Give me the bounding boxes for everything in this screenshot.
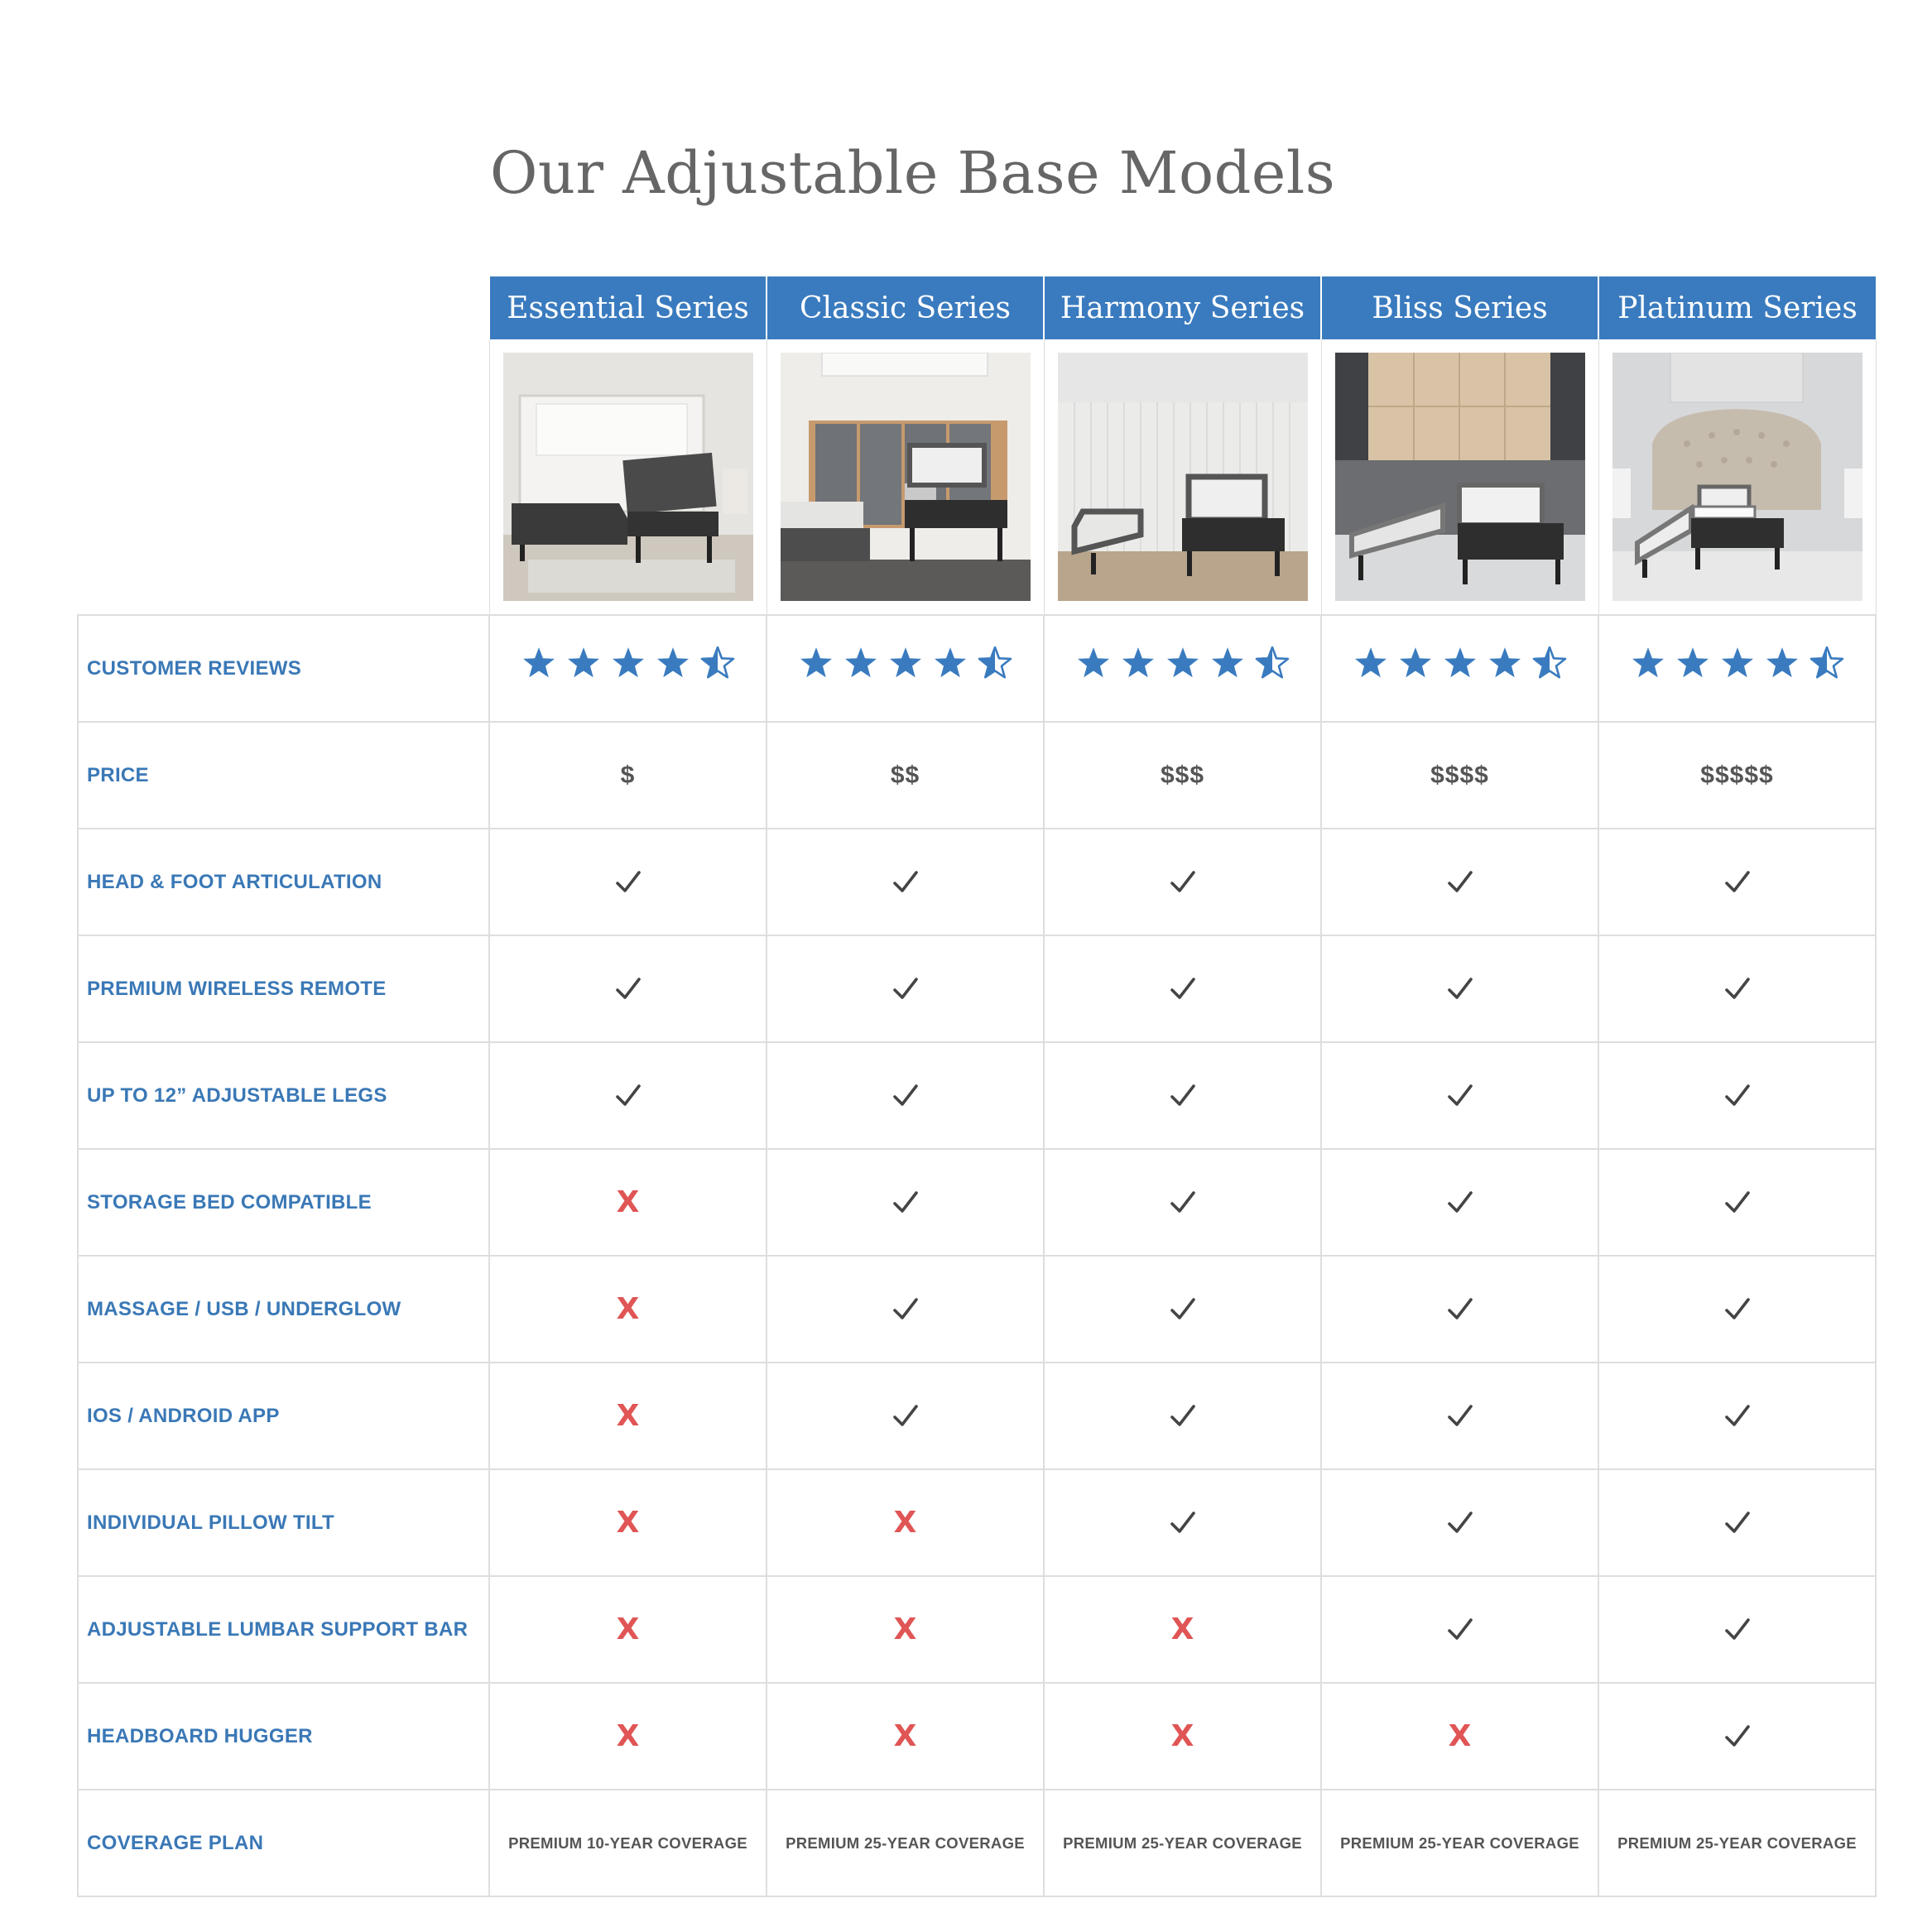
coverage-value: PREMIUM 25-YEAR COVERAGE [786, 1833, 1025, 1852]
model-header-classic: Classic Series [767, 276, 1044, 339]
star-rating [794, 646, 1017, 680]
coverage-cell [1598, 1790, 1876, 1896]
star-icon [1121, 646, 1156, 680]
feature-value-cell [767, 1576, 1044, 1683]
check-icon [1446, 1295, 1474, 1324]
x-icon: X [616, 1506, 640, 1540]
star-icon [933, 646, 968, 680]
price-value: $$$$ [1430, 761, 1489, 789]
coverage-value: PREMIUM 25-YEAR COVERAGE [1617, 1833, 1857, 1852]
price-value: $$ [890, 761, 920, 789]
check-icon [1723, 1723, 1752, 1751]
price-value: $$$ [1160, 761, 1205, 789]
image-cell [1321, 339, 1598, 615]
check-icon [1169, 1082, 1197, 1110]
rating-cell [1598, 615, 1876, 722]
star-rating [517, 646, 740, 680]
check-icon [1446, 1616, 1474, 1644]
check-icon [1723, 1616, 1752, 1644]
corner-cell [78, 276, 489, 339]
price-value: $$$$$ [1700, 761, 1774, 789]
check-icon [1169, 1402, 1197, 1430]
check-icon [614, 975, 642, 1003]
coverage-value: PREMIUM 10-YEAR COVERAGE [508, 1833, 747, 1852]
row-label-coverage-plan: COVERAGE PLAN [78, 1790, 489, 1896]
model-header-harmony: Harmony Series [1044, 276, 1321, 339]
feature-value-cell [1598, 1576, 1876, 1683]
feature-value-cell [1321, 829, 1598, 935]
rating-cell [1044, 615, 1321, 722]
row-label-customer-reviews: CUSTOMER REVIEWS [78, 615, 489, 722]
comparison-table [77, 276, 1877, 1897]
feature-row [78, 829, 1876, 935]
feature-row [78, 1576, 1876, 1683]
price-value: $ [620, 761, 636, 789]
feature-row [78, 1042, 1876, 1149]
star-icon [1765, 646, 1800, 680]
star-icon [566, 646, 601, 680]
feature-label: PREMIUM WIRELESS REMOTE [78, 935, 489, 1042]
feature-value-cell [1321, 1469, 1598, 1576]
feature-value-cell [767, 1256, 1044, 1362]
feature-value-cell [1321, 1683, 1598, 1790]
check-icon [1446, 1082, 1474, 1110]
feature-value-cell [489, 1149, 767, 1256]
image-cell [1044, 339, 1321, 615]
half-star-icon [978, 646, 1012, 680]
feature-value-cell [1321, 1576, 1598, 1683]
image-cell [489, 339, 767, 615]
feature-row [78, 1149, 1876, 1256]
x-icon: X [893, 1506, 917, 1540]
check-icon [1723, 1189, 1752, 1217]
star-icon [799, 646, 834, 680]
feature-label: HEADBOARD HUGGER [78, 1683, 489, 1790]
feature-value-cell [1044, 1042, 1321, 1149]
classic-series-bed-photo [781, 353, 1031, 601]
half-star-icon [1809, 646, 1844, 680]
x-icon: X [616, 1185, 640, 1219]
check-icon [1723, 1295, 1752, 1324]
check-icon [892, 1189, 920, 1217]
feature-value-cell [767, 1362, 1044, 1469]
rating-cell [767, 615, 1044, 722]
feature-value-cell [1598, 1256, 1876, 1362]
feature-value-cell [489, 1362, 767, 1469]
price-cell [489, 722, 767, 829]
feature-value-cell [489, 1576, 767, 1683]
star-icon [1675, 646, 1710, 680]
row-label-price: PRICE [78, 722, 489, 829]
price-cell [767, 722, 1044, 829]
image-cell [767, 339, 1044, 615]
star-icon [611, 646, 646, 680]
check-icon [892, 1082, 920, 1110]
price-cell [1321, 722, 1598, 829]
feature-value-cell [767, 1469, 1044, 1576]
feature-row [78, 935, 1876, 1042]
feature-row [78, 1256, 1876, 1362]
feature-value-cell [489, 1683, 767, 1790]
feature-value-cell [1044, 1256, 1321, 1362]
check-icon [1723, 1402, 1752, 1430]
image-cell [1598, 339, 1876, 615]
star-icon [1353, 646, 1388, 680]
coverage-value: PREMIUM 25-YEAR COVERAGE [1340, 1833, 1579, 1852]
feature-value-cell [1321, 1149, 1598, 1256]
feature-label: INDIVIDUAL PILLOW TILT [78, 1469, 489, 1576]
x-icon: X [616, 1612, 640, 1646]
check-icon [1169, 1295, 1197, 1324]
feature-value-cell [489, 935, 767, 1042]
check-icon [1446, 1509, 1474, 1537]
feature-label: ADJUSTABLE LUMBAR SUPPORT BAR [78, 1576, 489, 1683]
rating-cell [1321, 615, 1598, 722]
image-row [78, 339, 1876, 615]
feature-value-cell [489, 829, 767, 935]
coverage-row [78, 1790, 1876, 1896]
feature-label: STORAGE BED COMPATIBLE [78, 1149, 489, 1256]
star-icon [1165, 646, 1200, 680]
check-icon [1169, 1189, 1197, 1217]
star-rating [1626, 646, 1849, 680]
check-icon [1446, 1189, 1474, 1217]
feature-value-cell [1598, 1469, 1876, 1576]
feature-value-cell [1044, 1683, 1321, 1790]
corner-cell [78, 339, 489, 615]
feature-row [78, 1362, 1876, 1469]
price-cell [1598, 722, 1876, 829]
feature-value-cell [1321, 1256, 1598, 1362]
check-icon [1169, 1509, 1197, 1537]
check-icon [1723, 1509, 1752, 1537]
star-icon [1076, 646, 1111, 680]
star-rating [1348, 646, 1572, 680]
feature-value-cell [767, 1042, 1044, 1149]
feature-value-cell [1321, 1042, 1598, 1149]
star-icon [1443, 646, 1478, 680]
half-star-icon [1532, 646, 1567, 680]
coverage-cell [1044, 1790, 1321, 1896]
feature-value-cell [489, 1256, 767, 1362]
feature-value-cell [1044, 1149, 1321, 1256]
check-icon [892, 975, 920, 1003]
star-icon [1398, 646, 1433, 680]
check-icon [614, 1082, 642, 1110]
feature-row [78, 1683, 1876, 1790]
header-row [78, 276, 1876, 339]
star-icon [521, 646, 556, 680]
star-icon [843, 646, 878, 680]
check-icon [1446, 1402, 1474, 1430]
star-icon [888, 646, 923, 680]
feature-value-cell [1044, 935, 1321, 1042]
star-rating [1071, 646, 1295, 680]
feature-value-cell [1598, 1149, 1876, 1256]
feature-label: UP TO 12” ADJUSTABLE LEGS [78, 1042, 489, 1149]
x-icon: X [1170, 1612, 1194, 1646]
model-header-platinum: Platinum Series [1598, 276, 1876, 339]
feature-value-cell [1598, 829, 1876, 935]
coverage-value: PREMIUM 25-YEAR COVERAGE [1063, 1833, 1302, 1852]
coverage-cell [489, 1790, 767, 1896]
half-star-icon [700, 646, 735, 680]
check-icon [1446, 868, 1474, 896]
model-header-essential: Essential Series [489, 276, 767, 339]
price-row [78, 722, 1876, 829]
check-icon [1169, 975, 1197, 1003]
feature-value-cell [489, 1469, 767, 1576]
x-icon: X [893, 1719, 917, 1753]
feature-label: MASSAGE / USB / UNDERGLOW [78, 1256, 489, 1362]
bliss-series-bed-photo [1335, 353, 1585, 601]
feature-value-cell [767, 1683, 1044, 1790]
feature-value-cell [1044, 1362, 1321, 1469]
half-star-icon [1255, 646, 1290, 680]
check-icon [892, 868, 920, 896]
feature-value-cell [1598, 935, 1876, 1042]
feature-value-cell [1598, 1042, 1876, 1149]
check-icon [1446, 975, 1474, 1003]
check-icon [892, 1402, 920, 1430]
x-icon: X [1448, 1719, 1472, 1753]
star-icon [1631, 646, 1665, 680]
x-icon: X [616, 1719, 640, 1753]
feature-value-cell [767, 1149, 1044, 1256]
star-icon [656, 646, 690, 680]
harmony-series-bed-photo [1058, 353, 1308, 601]
feature-value-cell [767, 935, 1044, 1042]
model-header-bliss: Bliss Series [1321, 276, 1598, 339]
rating-cell [489, 615, 767, 722]
check-icon [614, 868, 642, 896]
feature-value-cell [1044, 829, 1321, 935]
platinum-series-bed-photo [1612, 353, 1862, 601]
check-icon [892, 1295, 920, 1324]
coverage-cell [767, 1790, 1044, 1896]
feature-value-cell [1598, 1362, 1876, 1469]
check-icon [1723, 868, 1752, 896]
feature-value-cell [767, 829, 1044, 935]
reviews-row [78, 615, 1876, 722]
feature-value-cell [1044, 1576, 1321, 1683]
feature-row [78, 1469, 1876, 1576]
star-icon [1210, 646, 1245, 680]
check-icon [1169, 868, 1197, 896]
check-icon [1723, 975, 1752, 1003]
x-icon: X [616, 1292, 640, 1326]
page-title: Our Adjustable Base Models [490, 139, 1336, 207]
x-icon: X [616, 1399, 640, 1433]
feature-label: HEAD & FOOT ARTICULATION [78, 829, 489, 935]
star-icon [1720, 646, 1755, 680]
feature-value-cell [1321, 1362, 1598, 1469]
feature-label: IOS / ANDROID APP [78, 1362, 489, 1469]
x-icon: X [893, 1612, 917, 1646]
x-icon: X [1170, 1719, 1194, 1753]
feature-value-cell [1044, 1469, 1321, 1576]
coverage-cell [1321, 1790, 1598, 1896]
feature-value-cell [1321, 935, 1598, 1042]
essential-series-bed-photo [503, 353, 753, 601]
feature-value-cell [1598, 1683, 1876, 1790]
price-cell [1044, 722, 1321, 829]
check-icon [1723, 1082, 1752, 1110]
star-icon [1487, 646, 1522, 680]
feature-value-cell [489, 1042, 767, 1149]
